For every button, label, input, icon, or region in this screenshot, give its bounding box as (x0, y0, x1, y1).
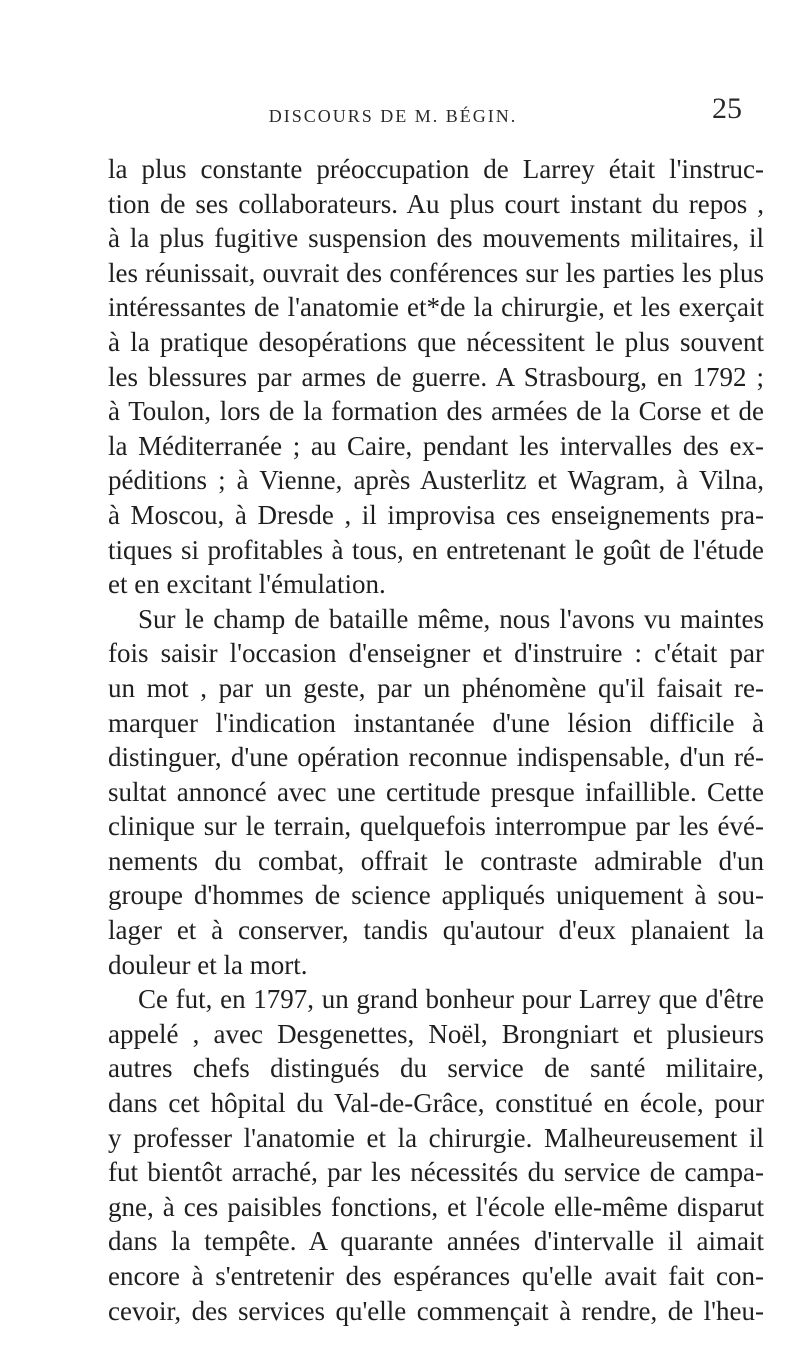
paragraph-start-line: Sur le champ de bataille même, nous l'avons vu maintes (138, 603, 764, 634)
text-line: lager et à conserver, tandis qu'autour d'eux planaient la (108, 915, 764, 946)
paragraph-end-line: et en excitant l'émulation. (108, 569, 386, 600)
text-line: tion de ses collaborateurs. Au plus court instant du repos , (108, 188, 764, 219)
paragraph-end-line: douleur et la mort. (108, 949, 308, 980)
text-line: sultat annoncé avec une certitude presque infaillible. Cette (108, 776, 764, 807)
text-line: appelé , avec Desgenettes, Noël, Brongniart et plusieurs (108, 1018, 764, 1049)
text-line: encore à s'entretenir des espérances qu'elle avait fait con- (108, 1261, 764, 1291)
text-line: fois saisir l'occasion d'enseigner et d'instruire : c'était par (108, 638, 764, 669)
text-line: à la plus fugitive suspension des mouvements militaires, il (108, 223, 764, 254)
text-line: péditions ; à Vienne, après Austerlitz et Wagram, à Vilna, (108, 465, 764, 496)
text-line: à Toulon, lors de la formation des armées de la Corse et de (108, 396, 764, 427)
text-line: les réunissait, ouvrait des conférences sur les parties les plus (108, 257, 764, 288)
text-line: groupe d'hommes de science appliqués uniquement à sou- (108, 880, 764, 911)
page-number: 25 (712, 92, 742, 125)
text-line: à la pratique desopérations que nécessitent le plus souvent (108, 326, 764, 357)
text-line: marquer l'indication instantanée d'une lésion difficile à (108, 707, 764, 738)
text-line: la Méditerranée ; au Caire, pendant les intervalles des ex- (108, 430, 764, 461)
text-line: les blessures par armes de guerre. A Strasbourg, en 1792 ; (108, 361, 764, 392)
text-line: dans cet hôpital du Val-de-Grâce, constitué en école, pour (108, 1088, 764, 1119)
running-head: DISCOURS DE M. BÉGIN. (268, 106, 518, 126)
text-line: à Moscou, à Dresde , il improvisa ces enseignements pra- (108, 499, 764, 530)
text-line: autres chefs distingués du service de santé militaire, (108, 1053, 764, 1084)
text-line: cevoir, des services qu'elle commençait à rendre, de l'heu- (108, 1295, 764, 1326)
text-line: nements du combat, offrait le contraste admirable d'un (108, 845, 764, 876)
text-line: un mot , par un geste, par un phénomène qu'il faisait re- (108, 672, 764, 703)
text-line: tiques si profitables à tous, en entretenant le goût de l'étude (108, 534, 764, 565)
text-line: intéressantes de l'anatomie et*de la chirurgie, et les exerçait (108, 292, 764, 323)
body-text (108, 152, 764, 1328)
paragraph-start-line: Ce fut, en 1797, un grand bonheur pour Larrey que d'être (138, 984, 764, 1015)
text-line: dans la tempête. A quarante années d'intervalle il aimait (108, 1226, 764, 1257)
text-line: la plus constante préoccupation de Larrey était l'instruc- (108, 154, 764, 184)
text-line: distinguer, d'une opération reconnue indispensable, d'un ré- (108, 742, 764, 773)
text-line: y professer l'anatomie et la chirurgie. Malheureusement il (108, 1122, 764, 1153)
text-line: clinique sur le terrain, quelquefois interrompue par les évé- (108, 811, 764, 842)
text-line: gne, à ces paisibles fonctions, et l'école elle-même disparut (108, 1191, 764, 1222)
text-line: fut bientôt arraché, par les nécessités du service de campa- (108, 1157, 764, 1188)
